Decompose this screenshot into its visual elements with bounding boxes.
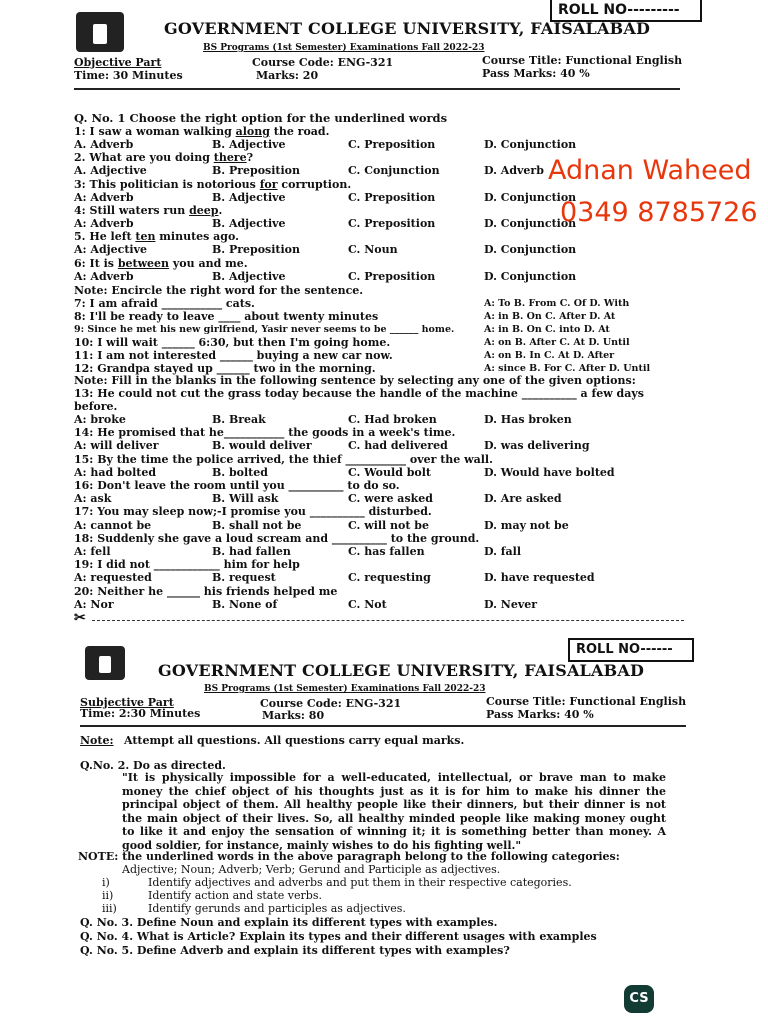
underlined-word: along — [235, 125, 270, 138]
question-text: 19: I did not ____________ him for help — [74, 558, 300, 572]
roll-number-box-2: ROLL NO------ — [568, 638, 694, 662]
option: A: Adverb — [74, 216, 134, 230]
option: D. Conjunction — [484, 138, 577, 151]
question-text — [74, 125, 329, 138]
option: C. had delivered — [348, 439, 448, 453]
task-number: ii) — [102, 889, 114, 902]
q4-text: Q. No. 4. What is Article? Explain its types and their different usages with examples — [80, 930, 597, 943]
option: B. shall not be — [212, 518, 302, 532]
option: A. Adjective — [74, 164, 147, 178]
option: C. Preposition — [348, 269, 436, 283]
task-text: Identify action and state verbs. — [148, 889, 322, 902]
question-text: 7: I am afraid ___________ cats. — [74, 297, 255, 310]
question-text: 20: Neither he ______ his friends helped me — [74, 584, 338, 598]
time-label-2: Time: 2:30 Minutes — [80, 707, 201, 720]
q13-text: 13: He could not cut the grass today because the handle of the machine __________ a few days — [74, 387, 644, 400]
option: D. may not be — [484, 518, 569, 532]
option: C. Conjunction — [348, 164, 440, 178]
question-text: 8: I'll be ready to leave ____ about twenty minutes — [74, 309, 379, 323]
option-row: A: since B. For C. After D. Until — [484, 362, 651, 374]
course-title: Course Title: Functional English — [482, 54, 683, 67]
program-title-2: BS Programs (1st Semester) Examinations Fall 2022-23 — [204, 684, 486, 694]
question-text: 9: Since he met his new girlfriend, Yasir never seems to be ______ home. — [74, 323, 455, 335]
university-name-2: GOVERNMENT COLLEGE UNIVERSITY, FAISALABAD — [158, 661, 645, 680]
option: D. Conjunction — [484, 190, 577, 204]
q3-text: Q. No. 3. Define Noun and explain its different types with examples. — [80, 916, 498, 929]
option: D. Conjunction — [484, 243, 577, 257]
part-label: Objective Part — [74, 56, 162, 69]
option: A: fell — [74, 545, 111, 558]
part-label-2: Subjective Part — [80, 696, 174, 709]
q2-heading: Q.No. 2. Do as directed. — [80, 759, 226, 772]
categories-list: Adjective; Noun; Adverb; Verb; Gerund and Participle as adjectives. — [122, 863, 501, 876]
header-divider-2 — [80, 725, 686, 727]
question-text: 11: I am not interested ______ buying a new car now. — [74, 348, 393, 362]
option: A: Adjective — [74, 243, 147, 257]
option-row: A: in B. On C. After D. At — [484, 310, 616, 322]
header-divider — [74, 88, 680, 90]
option: D. Adverb — [484, 164, 544, 178]
camscanner-badge: CS — [624, 985, 654, 1013]
question-part: . — [218, 203, 223, 217]
option: B. Preposition — [212, 164, 301, 178]
option: A: requested — [74, 571, 152, 585]
option: B. Will ask — [212, 492, 279, 506]
task-number: i) — [102, 876, 110, 889]
option: B. request — [212, 571, 276, 585]
question-text: 17: You may sleep now;-I promise you __________ disturbed. — [74, 505, 432, 519]
question-text: 10: I will wait ______ 6:30, but then I'm going home. — [74, 335, 391, 349]
course-code-2: Course Code: ENG-321 — [260, 697, 402, 710]
question-text: 18: Suddenly she gave a loud scream and __________ to the ground. — [74, 531, 480, 545]
course-title-2: Course Title: Functional English — [486, 695, 687, 708]
roll-number-box: ROLL NO--------- — [550, 0, 702, 22]
question-text: 16: Don't leave the room until you __________ to do so. — [74, 479, 400, 492]
underlined-word: for — [259, 177, 278, 191]
underlined-word: between — [117, 256, 170, 270]
marks-label: Marks: 20 — [256, 69, 319, 82]
note-encircle: Note: Encircle the right word for the sentence. — [74, 284, 364, 297]
task-text: Identify gerunds and participles as adjectives. — [148, 902, 406, 915]
option: A: will deliver — [74, 439, 159, 453]
option: D. was delivering — [484, 439, 590, 453]
question-text: 12: Grandpa stayed up ______ two in the morning. — [74, 361, 376, 375]
question-part: ? — [246, 151, 254, 165]
option-row: A: in B. On C. into D. At — [484, 323, 610, 335]
university-logo — [76, 12, 124, 52]
option: B. Adjective — [212, 138, 286, 151]
question-text — [74, 230, 239, 243]
q13-text-cont: before. — [74, 400, 118, 413]
option: B. Adjective — [212, 216, 286, 230]
time-label: Time: 30 Minutes — [74, 69, 183, 82]
question-text: 15: By the time the police arrived, the thief ___________ over the wall. — [74, 452, 493, 466]
university-logo-2 — [85, 646, 125, 680]
option: C. Would bolt — [348, 465, 431, 479]
option-row: A: To B. From C. Of D. With — [484, 298, 630, 309]
option: C. has fallen — [348, 545, 425, 558]
question-part: you and me. — [169, 256, 248, 270]
task-text: Identify adjectives and adverbs and put them in their respective categories. — [148, 876, 572, 889]
option: D. Conjunction — [484, 269, 577, 283]
question-text — [74, 178, 351, 191]
note-text: Attempt all questions. All questions carry equal marks. — [124, 734, 465, 747]
option: C. Had broken — [348, 413, 437, 426]
option: C. will not be — [348, 518, 429, 532]
option: A: Adverb — [74, 269, 134, 283]
option-row: A: on B. After C. At D. Until — [484, 336, 630, 348]
option: C. Preposition — [348, 138, 436, 151]
option: A: had bolted — [74, 465, 157, 479]
note-categories: NOTE: the underlined words in the above paragraph belong to the following categories: — [78, 850, 620, 863]
option: B. Adjective — [212, 190, 286, 204]
task-number: iii) — [102, 902, 117, 915]
q2-paragraph: "It is physically impossible for a well-educated, intellectual, or brave man to make money the chief object of his thoughts just as it is for him to make his dinner the principal object of them. All healthy people like their dinners, but their dinner is not the main object of their lives. So, all healthy minded people like making money ought to like it and enjoy the sensation of winning it; it is something better than money. A good soldier, for instance, mainly wishes to do his fighting well." — [122, 771, 666, 852]
option: B. would deliver — [212, 439, 312, 453]
option-row: A: on B. In C. At D. After — [484, 349, 615, 361]
pass-marks-2: Pass Marks: 40 % — [486, 708, 594, 721]
underlined-word: there — [213, 151, 247, 165]
question-text: 14: He promised that he___________ the goods in a week's time. — [74, 426, 456, 440]
option: D. Conjunction — [484, 216, 577, 230]
option: C. requesting — [348, 571, 431, 585]
option: D. Would have bolted — [484, 465, 615, 479]
course-code: Course Code: ENG-321 — [252, 56, 394, 69]
marks-label-2: Marks: 80 — [262, 709, 325, 722]
note-label: Note: — [80, 734, 114, 747]
question-part: 4: Still waters run — [74, 203, 190, 217]
option: D. Are asked — [484, 492, 562, 506]
option: B. Preposition — [212, 243, 301, 257]
question-part: 6: It is — [74, 256, 118, 270]
option: A: Nor — [74, 597, 114, 611]
option: B. Adjective — [212, 269, 286, 283]
university-name: GOVERNMENT COLLEGE UNIVERSITY, FAISALABAD — [164, 19, 651, 38]
cut-line — [92, 620, 684, 621]
option: D. fall — [484, 545, 522, 558]
option: A: Adverb — [74, 190, 134, 204]
question-part: 2. What are you doing — [74, 151, 214, 165]
option: C. Preposition — [348, 216, 436, 230]
option: A: broke — [74, 413, 126, 426]
option: C. were asked — [348, 492, 433, 506]
question-part: the road. — [269, 125, 330, 138]
underlined-word: ten — [135, 230, 156, 244]
option: D. Never — [484, 597, 538, 611]
watermark-name: Adnan Waheed — [548, 155, 752, 186]
question-text — [74, 204, 222, 217]
watermark-phone: 0349 8785726 — [560, 197, 758, 228]
option: B. None of — [212, 597, 278, 611]
option: D. have requested — [484, 571, 595, 585]
option: C. Noun — [348, 243, 398, 257]
note-fill-blanks: Note: Fill in the blanks in the following sentence by selecting any one of the given options: — [74, 374, 636, 387]
question-part: 3: This politician is notorious — [74, 177, 260, 191]
option: B. had fallen — [212, 545, 291, 558]
question-part: corruption. — [277, 177, 352, 191]
scissors-icon: ✂ — [74, 610, 86, 626]
option: B. Break — [212, 413, 266, 426]
underlined-word: deep — [189, 203, 219, 217]
pass-marks: Pass Marks: 40 % — [482, 67, 590, 80]
question-part: minutes ago. — [155, 230, 239, 244]
option: A: cannot be — [74, 518, 152, 532]
option: A: ask — [74, 492, 112, 506]
question-part: 5. He left — [74, 230, 136, 244]
q5-text: Q. No. 5. Define Adverb and explain its different types with examples? — [80, 944, 510, 957]
option: D. Has broken — [484, 413, 572, 426]
question-text — [74, 257, 248, 270]
program-title: BS Programs (1st Semester) Examinations Fall 2022-23 — [203, 43, 485, 53]
question-part: 1: I saw a woman walking — [74, 125, 236, 138]
q1-heading: Q. No. 1 Choose the right option for the underlined words — [74, 111, 448, 125]
option: C. Not — [348, 597, 387, 611]
question-text — [74, 151, 253, 164]
option: A. Adverb — [74, 138, 134, 151]
option: C. Preposition — [348, 190, 436, 204]
option: B. bolted — [212, 465, 268, 479]
